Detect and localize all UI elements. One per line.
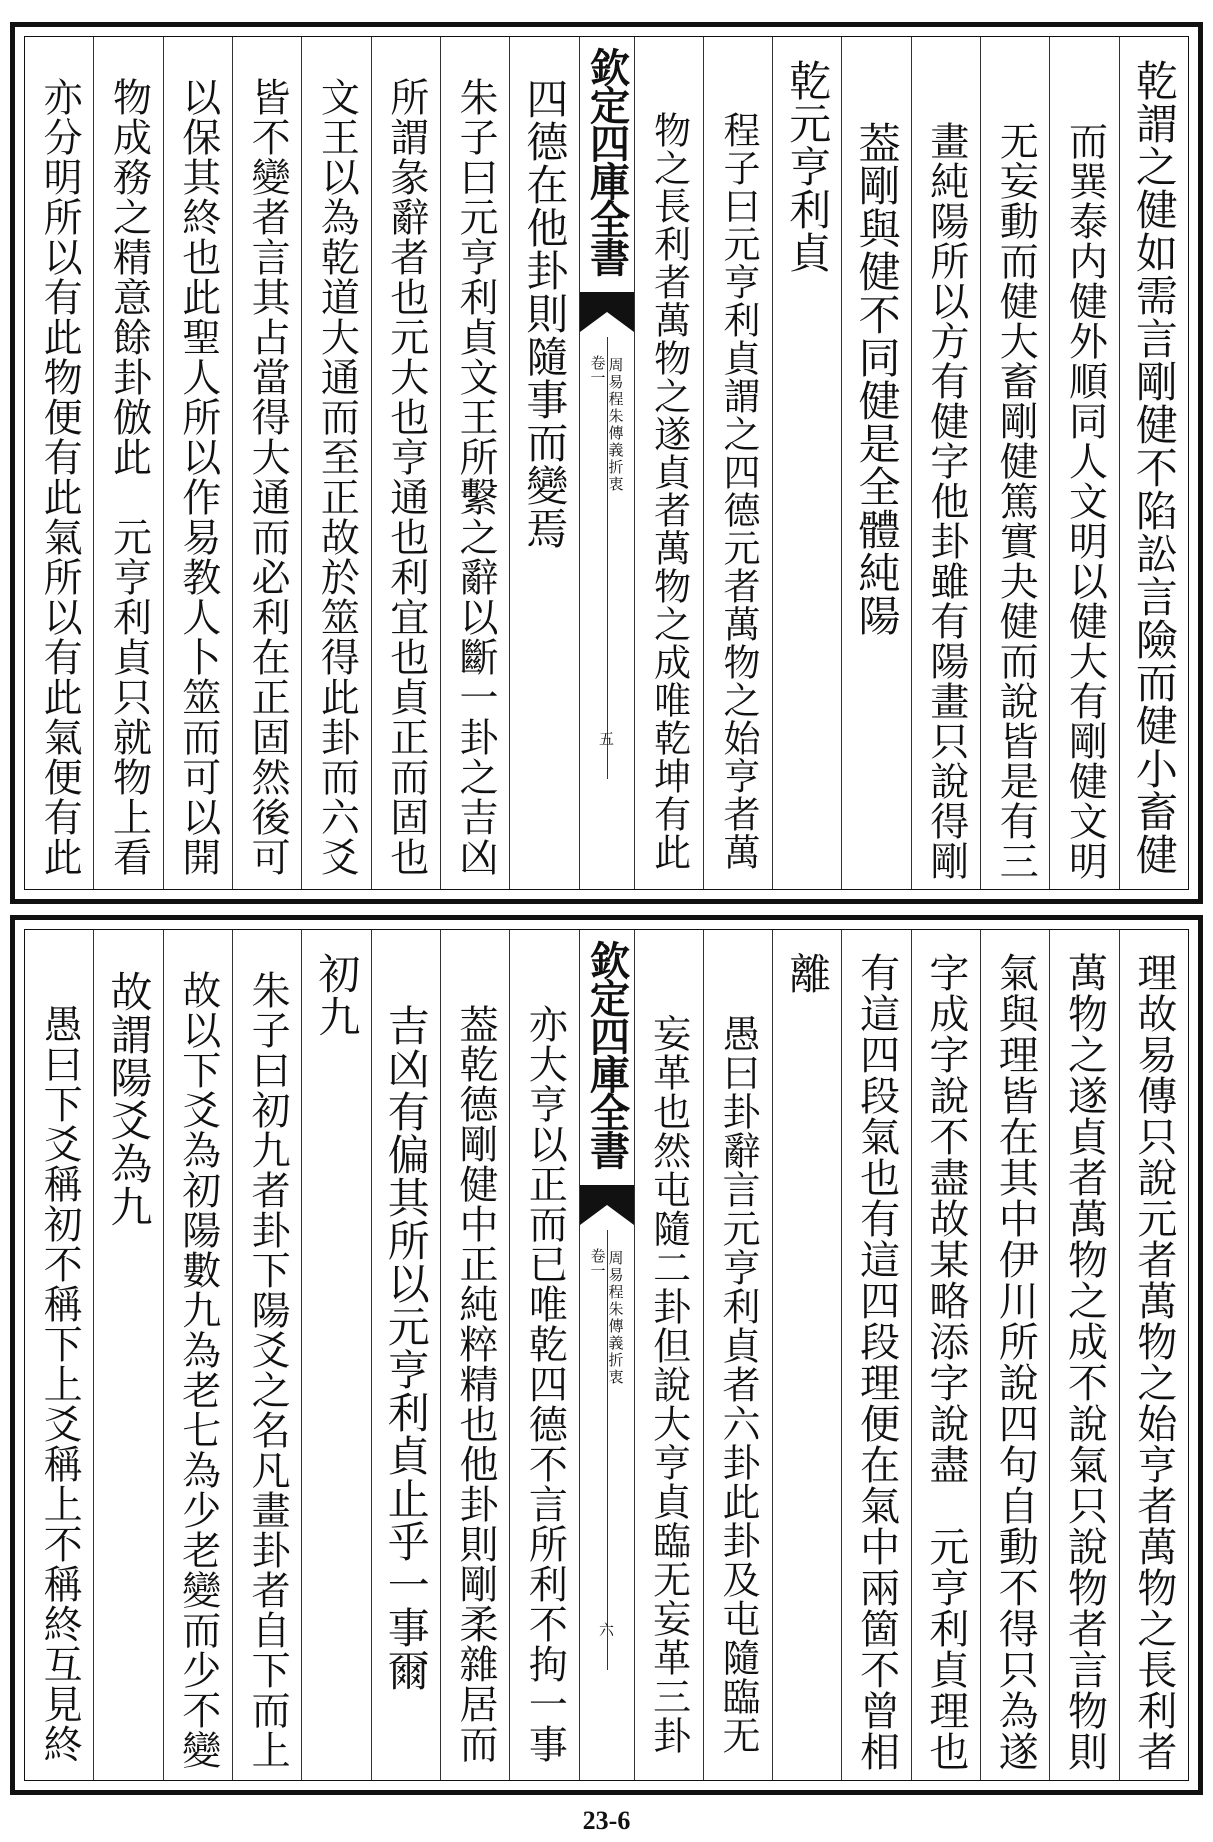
text-column	[163, 930, 232, 1780]
column-text: 愚曰下爻稱初不稱下上爻稱上不稱終互見終	[37, 1004, 83, 1764]
text-column	[440, 930, 509, 1780]
column-text: 亦分明所以有此物便有此氣所以有此氣便有此	[37, 77, 83, 877]
text-column	[25, 930, 93, 1780]
column-text: 程子曰元亨利貞謂之四德元者萬物之始亨者萬	[716, 111, 760, 871]
column-text: 皆不變者言其占當得大通而必利在正固然後可	[245, 77, 291, 877]
text-column	[841, 37, 910, 889]
column-text: 愚曰卦辭言元亨利貞者六卦此卦及屯隨臨无	[715, 1014, 760, 1755]
text-column	[301, 37, 370, 889]
top-page	[10, 22, 1203, 904]
column-text: 葢乾德剛健中正純粹精也他卦則剛柔雜居而	[453, 1004, 499, 1764]
section-heading: 乾元亨利貞	[783, 59, 833, 274]
column-text: 故以下爻為初陽數九為老七為少老變而少不變	[175, 970, 221, 1770]
text-column	[980, 930, 1049, 1780]
column-text: 乾謂之健如需言剛健不陷訟言險而健小畜健	[1129, 59, 1179, 876]
column-text: 朱子曰元亨利貞文王所繫之辭以斷一卦之吉凶	[453, 77, 499, 877]
text-column	[772, 930, 841, 1780]
bottom-page-columns	[24, 929, 1189, 1781]
text-column	[440, 37, 509, 889]
center-fold	[579, 37, 634, 889]
column-text: 離	[783, 952, 833, 995]
bottom-page	[10, 915, 1203, 1795]
leaf-number: 五	[598, 730, 614, 748]
volume-label: 卷一	[588, 1248, 607, 1278]
book-title: 周易程朱傳義折衷	[606, 1250, 625, 1386]
column-text: 有這四段氣也有這四段理便在氣中兩箇不曾相	[853, 952, 900, 1772]
column-text: 吉凶有偏其所以元亨利貞止乎一事爾	[381, 1004, 431, 1692]
library-title: 欽定四庫全書	[583, 47, 631, 275]
text-column	[703, 37, 772, 889]
column-text: 畫純陽所以方有健字他卦雖有陽畫只說得剛	[923, 121, 969, 881]
text-column	[93, 37, 162, 889]
text-column	[25, 37, 93, 889]
text-column	[980, 37, 1049, 889]
library-title: 欽定四庫全書	[583, 940, 631, 1168]
column-text: 氣與理皆在其中伊川所說四句自動不得只為遂	[992, 952, 1039, 1772]
column-text: 朱子曰初九者卦下陽爻之名凡畫卦者自下而上	[245, 970, 291, 1770]
text-column	[93, 930, 162, 1780]
volume-label: 卷一	[588, 355, 607, 385]
column-text: 妄革也然屯隨二卦但說大亨貞臨无妄革三卦	[646, 1014, 691, 1755]
text-column	[841, 930, 910, 1780]
column-text: 文王以為乾道大通而至正故於筮得此卦而六爻	[314, 77, 360, 877]
column-text: 所謂彖辭者也元大也亨通也利宜也貞正而固也	[383, 77, 429, 877]
column-text: 故謂陽爻為九	[104, 970, 154, 1228]
column-text: 无妄動而健大畜剛健篤實夬健而說皆是有三	[993, 121, 1039, 881]
text-column	[911, 37, 980, 889]
leaf-number: 六	[598, 1621, 614, 1639]
text-column	[509, 37, 578, 889]
top-page-columns	[24, 36, 1189, 890]
page-number: 23-6	[582, 1806, 631, 1835]
fish-tail-mark	[580, 1185, 634, 1229]
column-text: 亦大亨以正而已唯乾四德不言所利不拘一事	[522, 1004, 568, 1764]
text-column	[703, 930, 772, 1780]
column-text: 萬物之遂貞者萬物之成不說氣只說物者言物則	[1061, 952, 1108, 1772]
column-text: 字成字說不盡故某略添字說盡 元亨利貞理也	[922, 952, 969, 1772]
text-column	[1119, 37, 1188, 889]
text-column	[509, 930, 578, 1780]
text-column	[634, 930, 703, 1780]
column-text: 以保其終也此聖人所以作易教人卜筮而可以開	[175, 77, 221, 877]
column-text: 葢剛與健不同健是全體純陽	[852, 121, 902, 637]
column-text: 四德在他卦則隨事而變焉	[520, 77, 570, 550]
text-column	[163, 37, 232, 889]
column-text: 而巽泰内健外順同人文明以健大有剛健文明	[1062, 121, 1108, 881]
section-heading: 初九	[312, 952, 362, 1038]
text-column	[1119, 930, 1188, 1780]
text-column	[634, 37, 703, 889]
column-text: 物成務之精意餘卦倣此 元亨利貞只就物上看	[106, 77, 152, 877]
book-title: 周易程朱傳義折衷	[606, 357, 625, 493]
text-column	[371, 37, 440, 889]
text-column	[371, 930, 440, 1780]
text-column	[1049, 37, 1118, 889]
column-text: 理故易傳只說元者萬物之始亨者萬物之長利者	[1130, 952, 1177, 1772]
text-column	[301, 930, 370, 1780]
text-column	[232, 930, 301, 1780]
text-column	[911, 930, 980, 1780]
fish-tail-mark	[580, 292, 634, 336]
center-fold	[579, 930, 634, 1780]
text-column	[1049, 930, 1118, 1780]
column-text: 物之長利者萬物之遂貞者萬物之成唯乾坤有此	[647, 111, 691, 871]
text-column	[772, 37, 841, 889]
text-column	[232, 37, 301, 889]
